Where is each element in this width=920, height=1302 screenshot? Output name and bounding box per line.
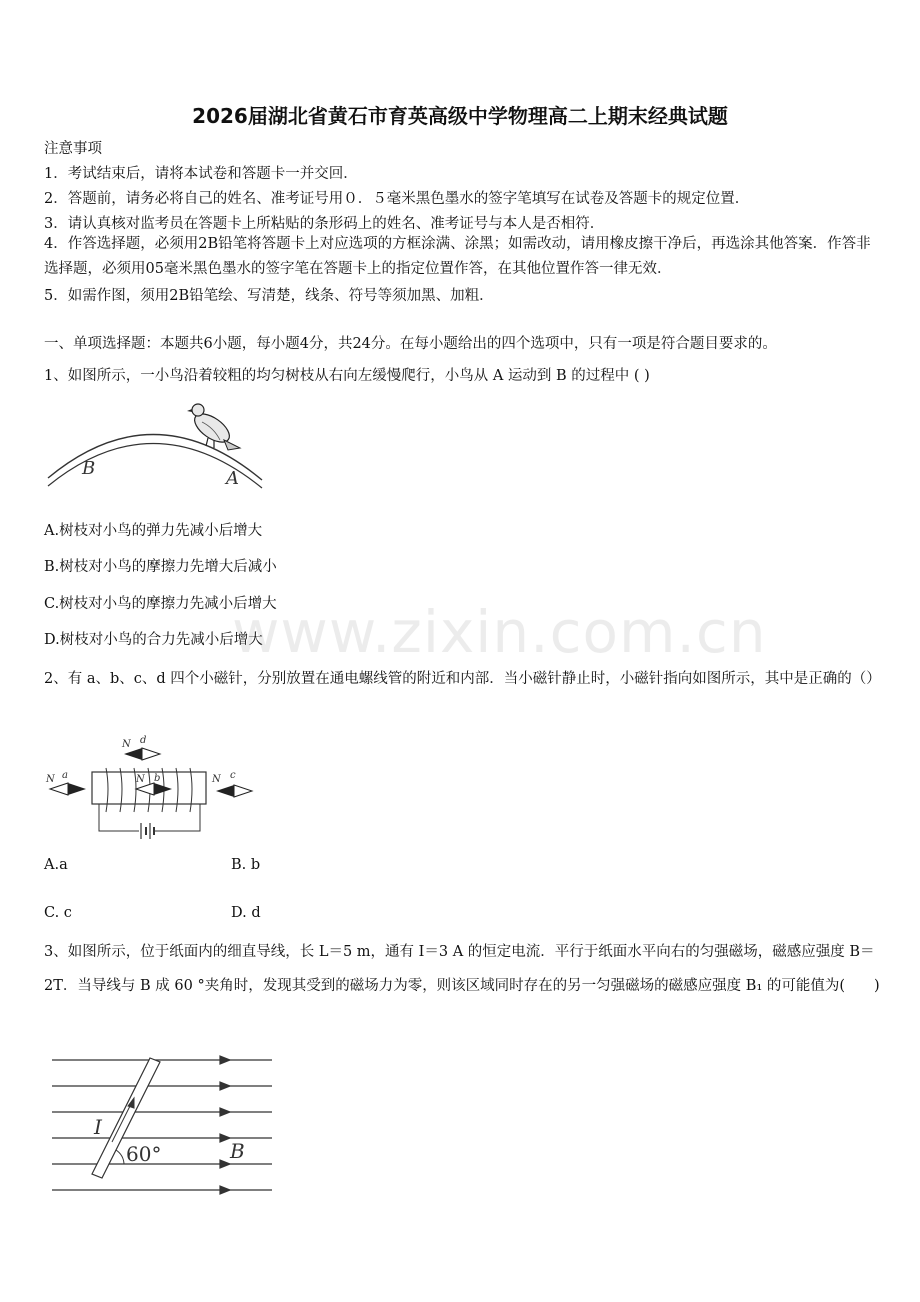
notice-heading: 注意事项 xyxy=(44,141,102,157)
battery-icon xyxy=(141,823,154,839)
question-2-figure xyxy=(44,732,260,844)
needle-c-label: c xyxy=(230,770,236,781)
needle-a-n: N xyxy=(46,774,55,785)
label-a: A xyxy=(226,468,239,489)
notice-item-4: 4．作答选择题，必须用2B铅笔将答题卡上对应选项的方框涂满、涂黑；如需改动，请用橡皮擦干净后，再选涂其他答案．作答非选择题，必须用05毫米黑色墨水的签字笔在答题卡上的指定位置作答，在其他位置作答一律无效． xyxy=(44,236,871,277)
q2-option-d: D. d xyxy=(231,905,261,921)
field-label: B xyxy=(230,1139,245,1163)
question-1-figure xyxy=(44,398,266,492)
label-b: B xyxy=(82,458,96,479)
q1-option-c: C.树枝对小鸟的摩擦力先减小后增大 xyxy=(44,596,277,612)
q1-option-a: A.树枝对小鸟的弹力先减小后增大 xyxy=(44,523,263,539)
current-label: I xyxy=(94,1115,102,1139)
needle-b-label: b xyxy=(154,773,161,784)
page-title: 2026届湖北省黄石市育英高级中学物理高二上期末经典试题 xyxy=(192,104,728,128)
question-3-figure xyxy=(44,1050,276,1200)
angle-label: 60° xyxy=(126,1142,162,1166)
notice-item-3: 3．请认真核对监考员在答题卡上所粘贴的条形码上的姓名、准考证号与本人是否相符． xyxy=(44,216,605,232)
notice-item-2: 2．答题前，请务必将自己的姓名、准考证号用０．５毫米黑色墨水的签字笔填写在试卷及答题卡的规定位置． xyxy=(44,191,750,207)
field-lines xyxy=(52,1056,272,1194)
section-heading: 一、单项选择题：本题共6小题，每小题4分，共24分。在每小题给出的四个选项中，只有一项是符合题目要求的。 xyxy=(44,336,777,352)
needle-c-n: N xyxy=(212,774,221,785)
needle-d-label: d xyxy=(140,735,147,746)
watermark: www.zixin.com.cn xyxy=(232,598,767,666)
bird-icon xyxy=(187,404,240,450)
needle-a xyxy=(50,783,86,795)
needle-b-n: N xyxy=(136,774,145,785)
angle-arc xyxy=(116,1150,124,1164)
q2-option-b: B. b xyxy=(231,857,261,873)
question-3-stem: 3、如图所示，位于纸面内的细直导线，长 L＝5 m，通有 I＝3 A 的恒定电流．平行于纸面水平向右的匀强磁场，磁感应强度 B＝2T．当导线与 B 成 60 °夹角时，发现其受到的磁场力为零，则该区域同时存在的另一匀强磁场的磁感应强度 B₁ 的可能值为( ) xyxy=(44,944,880,994)
notice-item-1: 1．考试结束后，请将本试卷和答题卡一并交回． xyxy=(44,166,358,182)
notice-item-5: 5．如需作图，须用2B铅笔绘、写清楚，线条、符号等须加黑、加粗． xyxy=(44,288,494,304)
needle-d-n: N xyxy=(122,739,131,750)
q1-option-d: D.树枝对小鸟的合力先减小后增大 xyxy=(44,632,263,648)
q2-option-a: A.a xyxy=(44,857,68,873)
needle-c xyxy=(216,785,252,797)
q2-option-c: C. c xyxy=(44,905,72,921)
question-1-stem: 1、如图所示，一小鸟沿着较粗的均匀树枝从右向左缓慢爬行，小鸟从 A 运动到 B 的过程中 ( ) xyxy=(44,368,650,384)
q1-option-b: B.树枝对小鸟的摩擦力先增大后减小 xyxy=(44,559,277,575)
needle-a-label: a xyxy=(62,770,68,781)
question-2-stem: 2、有 a、b、c、d 四个小磁针，分别放置在通电螺线管的附近和内部．当小磁针静止时，小磁针指向如图所示，其中是正确的（） xyxy=(44,671,881,687)
